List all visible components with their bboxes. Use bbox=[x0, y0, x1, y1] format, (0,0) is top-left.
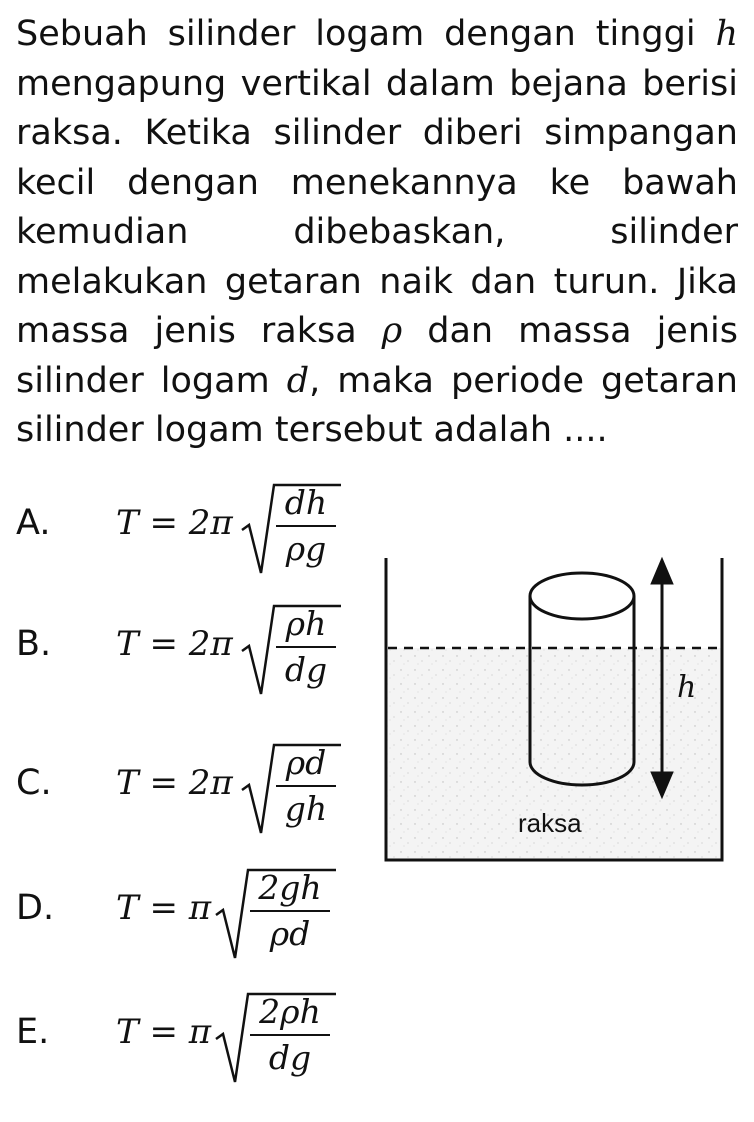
denominator: dg bbox=[268, 1038, 312, 1077]
sqrt-sign bbox=[116, 984, 376, 1094]
numerator: 2ρh bbox=[259, 992, 321, 1031]
formula-a: T = 2π dh ρg bbox=[116, 475, 376, 585]
sqrt-sign bbox=[116, 596, 376, 706]
denominator: ρd bbox=[269, 914, 311, 953]
height-label: h bbox=[677, 670, 697, 705]
option-a[interactable] bbox=[16, 475, 376, 585]
var-d: d bbox=[286, 360, 310, 401]
option-letter: A. bbox=[16, 503, 51, 543]
formula-d: T = π 2gh ρd bbox=[116, 860, 376, 970]
numerator: ρh bbox=[285, 604, 327, 643]
denominator: ρg bbox=[285, 529, 327, 568]
numerator: dh bbox=[284, 483, 328, 522]
option-b[interactable] bbox=[16, 596, 376, 706]
formula-b: T = 2π ρh dg bbox=[116, 596, 376, 706]
question-text: Sebuah silinder logam dengan tinggi h mengapung vertikal dalam bejana berisi raksa. Ketika silinder diberi simpangan kecil dengan menekannya ke bawah kemudian dibebaskan, silinder melakukan getaran naik dan turun. Jika massa jenis raksa ρ dan massa jenis silinder logam d, maka periode getaran silinder logam tersebut adalah .... bbox=[16, 14, 738, 450]
option-letter: B. bbox=[16, 624, 52, 664]
option-letter: D. bbox=[16, 888, 55, 928]
sqrt-sign bbox=[116, 735, 376, 845]
var-rho: ρ bbox=[381, 311, 403, 351]
diagram bbox=[370, 540, 740, 880]
formula-e: T = π 2ρh dg bbox=[116, 984, 376, 1094]
sqrt-sign bbox=[116, 475, 376, 585]
option-c[interactable] bbox=[16, 735, 376, 845]
sqrt-sign bbox=[116, 860, 376, 970]
liquid-label: raksa bbox=[518, 808, 582, 838]
var-h: h bbox=[715, 14, 738, 54]
denominator: gh bbox=[284, 789, 328, 828]
option-letter: C. bbox=[16, 763, 52, 803]
numerator: 2gh bbox=[258, 868, 322, 907]
option-d[interactable] bbox=[16, 860, 376, 970]
option-letter: E. bbox=[16, 1012, 50, 1052]
formula-c: T = 2π ρd gh bbox=[116, 735, 376, 845]
denominator: dg bbox=[284, 650, 328, 689]
numerator: ρd bbox=[285, 743, 327, 782]
option-e[interactable] bbox=[16, 984, 376, 1094]
